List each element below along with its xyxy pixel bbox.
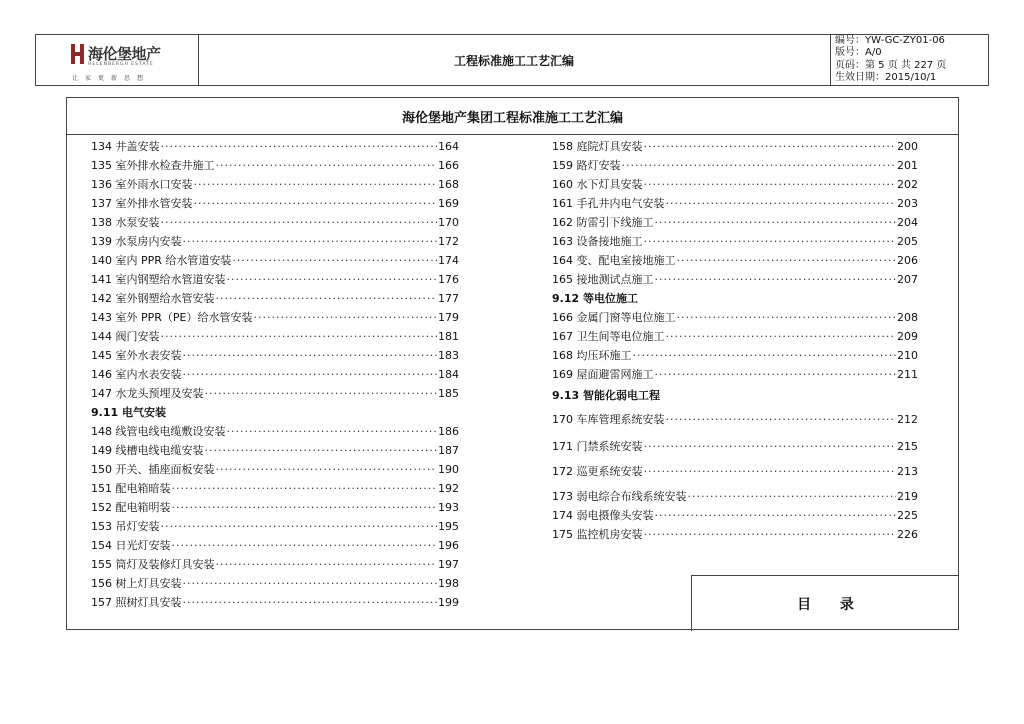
toc-entry-label: 147 水龙头预埋及安装	[91, 387, 204, 400]
toc-section-heading: 9.12 等电位施工	[552, 292, 638, 305]
toc-entry-label: 135 室外排水检查井施工	[91, 159, 215, 172]
toc-leader-dots	[183, 349, 438, 362]
toc-entry-label: 138 水泵安装	[91, 216, 160, 229]
toc-entry-label: 172 巡更系统安装	[552, 465, 643, 478]
toc-entry[interactable]	[91, 518, 459, 534]
toc-leader-dots	[216, 463, 438, 476]
toc-entry[interactable]	[91, 423, 459, 439]
toc-entry[interactable]	[91, 537, 459, 553]
toc-leader-dots	[644, 235, 897, 248]
toc-leader-dots	[194, 178, 438, 191]
toc-entry-page: 202	[897, 178, 918, 191]
toc-entry-label: 146 室内水表安装	[91, 368, 182, 381]
toc-entry-label: 144 阀门安装	[91, 330, 160, 343]
toc-leader-dots	[216, 292, 438, 305]
toc-leader-dots	[216, 159, 438, 172]
toc-leader-dots	[161, 140, 438, 153]
toc-entry[interactable]	[552, 309, 918, 325]
toc-leader-dots	[655, 273, 897, 286]
toc-entry-label: 139 水泵房内安装	[91, 235, 182, 248]
toc-entry[interactable]	[91, 176, 459, 192]
toc-entry-page: 183	[438, 349, 459, 362]
toc-entry[interactable]	[552, 176, 918, 192]
toc-leader-dots	[666, 330, 897, 343]
logo-name: 海伦堡地产	[88, 45, 161, 63]
toc-entry-label: 154 日光灯安装	[91, 539, 171, 552]
document-meta	[831, 35, 993, 85]
toc-entry-page: 208	[897, 311, 918, 324]
toc-entry-page: 181	[438, 330, 459, 343]
meta-version: 版号：A/0	[835, 47, 882, 59]
toc-entry[interactable]	[91, 195, 459, 211]
toc-entry[interactable]	[91, 480, 459, 496]
toc-entry[interactable]	[91, 461, 459, 477]
toc-entry-page: 185	[438, 387, 459, 400]
toc-entry-label: 168 均压环施工	[552, 349, 632, 362]
toc-entry[interactable]	[91, 499, 459, 515]
toc-entry-page: 164	[438, 140, 459, 153]
toc-entry[interactable]	[552, 411, 918, 427]
toc-entry-label: 162 防雷引下线施工	[552, 216, 654, 229]
toc-entry[interactable]	[91, 385, 459, 401]
page-header	[35, 34, 989, 86]
toc-entry[interactable]	[552, 138, 918, 154]
toc-leader-dots	[161, 216, 438, 229]
toc-leader-dots	[666, 413, 897, 426]
toc-entry-label: 166 金属门窗等电位施工	[552, 311, 676, 324]
toc-leader-dots	[183, 577, 438, 590]
toc-entry-page: 174	[438, 254, 459, 267]
toc-leader-dots	[677, 311, 897, 324]
toc-entry-page: 195	[438, 520, 459, 533]
toc-entry-page: 197	[438, 558, 459, 571]
toc-leader-dots	[183, 368, 438, 381]
toc-leader-dots	[644, 178, 897, 191]
toc-entry-page: 207	[897, 273, 918, 286]
toc-entry[interactable]	[91, 214, 459, 230]
toc-entry[interactable]	[552, 328, 918, 344]
toc-entry[interactable]	[91, 157, 459, 173]
toc-leader-dots	[655, 216, 897, 229]
toc-leader-dots	[172, 482, 438, 495]
document-title: 海伦堡地产集团工程标准施工工艺汇编	[67, 98, 958, 135]
toc-entry-page: 219	[897, 490, 918, 503]
toc-entry[interactable]	[91, 575, 459, 591]
toc-entry-label: 171 门禁系统安装	[552, 440, 643, 453]
toc-entry-page: 192	[438, 482, 459, 495]
meta-doc-number: 编号：YW-GC-ZY01-06	[835, 35, 945, 46]
toc-entry[interactable]	[552, 366, 918, 382]
toc-entry-label: 143 室外 PPR（PE）给水管安装	[91, 311, 253, 324]
toc-entry-label: 151 配电箱暗装	[91, 482, 171, 495]
toc-entry[interactable]	[552, 488, 918, 504]
toc-entry-page: 199	[438, 596, 459, 609]
toc-entry-page: 196	[438, 539, 459, 552]
toc-leader-dots	[161, 520, 438, 533]
toc-entry-label: 136 室外雨水口安装	[91, 178, 193, 191]
toc-leader-dots	[655, 368, 897, 381]
toc-entry[interactable]	[552, 157, 918, 173]
toc-entry-page: 187	[438, 444, 459, 457]
toc-leader-dots	[205, 444, 438, 457]
toc-entry-label: 150 开关、插座面板安装	[91, 463, 215, 476]
toc-entry-label: 158 庭院灯具安装	[552, 140, 643, 153]
toc-leader-dots	[161, 330, 438, 343]
toc-leader-dots	[644, 440, 897, 453]
toc-leader-dots	[644, 528, 897, 541]
toc-entry-page: 190	[438, 463, 459, 476]
toc-entry-label: 142 室外钢塑给水管安装	[91, 292, 215, 305]
toc-entry-label: 165 接地测试点施工	[552, 273, 654, 286]
toc-entry[interactable]	[552, 214, 918, 230]
toc-leader-dots	[677, 254, 897, 267]
toc-entry-page: 215	[897, 440, 918, 453]
toc-entry[interactable]	[91, 309, 459, 325]
toc-leader-dots	[688, 490, 897, 503]
toc-entry-page: 209	[897, 330, 918, 343]
toc-leader-dots	[232, 254, 437, 267]
toc-entry-label: 157 照树灯具安装	[91, 596, 182, 609]
toc-entry-page: 166	[438, 159, 459, 172]
meta-page-number: 页码：第 5 页 共 227 页	[835, 59, 947, 71]
toc-entry-label: 149 线槽电线电缆安装	[91, 444, 204, 457]
toc-leader-dots	[644, 465, 897, 478]
toc-entry-label: 175 监控机房安装	[552, 528, 643, 541]
toc-entry-label: 167 卫生间等电位施工	[552, 330, 665, 343]
toc-entry-page: 169	[438, 197, 459, 210]
toc-entry[interactable]	[552, 195, 918, 211]
toc-entry-label: 148 线管电线电缆敷设安装	[91, 425, 226, 438]
logo-slogan: 让家更新思想	[72, 75, 151, 82]
toc-entry[interactable]	[552, 438, 918, 454]
toc-entry-label: 169 屋面避雷网施工	[552, 368, 654, 381]
toc-entry[interactable]	[91, 594, 459, 610]
toc-entry[interactable]	[91, 252, 459, 268]
toc-entry-page: 186	[438, 425, 459, 438]
toc-entry[interactable]	[91, 442, 459, 458]
toc-leader-dots	[655, 509, 897, 522]
meta-effective-date: 生效日期：2015/10/1	[835, 72, 937, 84]
contents-label: 目 录	[691, 575, 959, 631]
toc-entry[interactable]	[552, 526, 918, 542]
toc-entry-label: 145 室外水表安装	[91, 349, 182, 362]
toc-leader-dots	[205, 387, 438, 400]
toc-entry-page: 176	[438, 273, 459, 286]
toc-section-heading: 9.11 电气安装	[91, 406, 166, 419]
toc-entry-label: 163 设备接地施工	[552, 235, 643, 248]
toc-leader-dots	[253, 311, 437, 324]
toc-entry[interactable]	[91, 347, 459, 363]
toc-entry-page: 193	[438, 501, 459, 514]
toc-entry[interactable]	[91, 138, 459, 154]
toc-entry[interactable]	[552, 271, 918, 287]
toc-leader-dots	[633, 349, 897, 362]
toc-entry-page: 201	[897, 159, 918, 172]
toc-entry-label: 152 配电箱明装	[91, 501, 171, 514]
toc-leader-dots	[172, 539, 438, 552]
toc-entry-page: 212	[897, 413, 918, 426]
toc-leader-dots	[172, 501, 438, 514]
toc-entry[interactable]	[552, 252, 918, 268]
toc-entry[interactable]	[91, 271, 459, 287]
toc-leader-dots	[183, 235, 438, 248]
toc-entry-label: 160 水下灯具安装	[552, 178, 643, 191]
toc-entry[interactable]	[552, 347, 918, 363]
toc-entry[interactable]	[552, 507, 918, 523]
toc-leader-dots	[227, 425, 438, 438]
toc-entry-label: 170 车库管理系统安装	[552, 413, 665, 426]
toc-leader-dots	[622, 159, 897, 172]
toc-entry-page: 203	[897, 197, 918, 210]
toc-entry-label: 164 变、配电室接地施工	[552, 254, 676, 267]
toc-entry[interactable]	[552, 463, 918, 479]
toc-entry-label: 137 室外排水管安装	[91, 197, 193, 210]
toc-entry-label: 161 手孔井内电气安装	[552, 197, 665, 210]
toc-entry-page: 177	[438, 292, 459, 305]
toc-entry-label: 173 弱电综合布线系统安装	[552, 490, 687, 503]
toc-entry[interactable]	[91, 233, 459, 249]
toc-entry-page: 200	[897, 140, 918, 153]
toc-entry-page: 172	[438, 235, 459, 248]
toc-entry-label: 159 路灯安装	[552, 159, 621, 172]
logo-cell	[36, 35, 199, 85]
toc-leader-dots	[183, 596, 438, 609]
toc-entry-page: 198	[438, 577, 459, 590]
toc-entry-page: 204	[897, 216, 918, 229]
toc-leader-dots	[216, 558, 438, 571]
toc-entry-label: 141 室内钢塑给水管道安装	[91, 273, 226, 286]
toc-section-heading: 9.13 智能化弱电工程	[552, 389, 660, 402]
toc-entry-page: 211	[897, 368, 918, 381]
toc-entry-page: 179	[438, 311, 459, 324]
toc-entry[interactable]	[91, 556, 459, 572]
toc-entry-page: 206	[897, 254, 918, 267]
toc-entry-page: 225	[897, 509, 918, 522]
toc-entry-page: 168	[438, 178, 459, 191]
toc-entry-label: 156 树上灯具安装	[91, 577, 182, 590]
toc-entry[interactable]	[552, 233, 918, 249]
toc-entry-page: 205	[897, 235, 918, 248]
toc-entry[interactable]	[91, 290, 459, 306]
toc-entry-label: 174 弱电摄像头安装	[552, 509, 654, 522]
logo-english: HELENBERGH ESTATE	[88, 62, 154, 67]
toc-entry-page: 210	[897, 349, 918, 362]
toc-leader-dots	[227, 273, 438, 286]
header-title: 工程标准施工工艺汇编	[198, 35, 831, 85]
toc-leader-dots	[644, 140, 897, 153]
company-logo-icon	[71, 44, 84, 64]
toc-entry[interactable]	[91, 366, 459, 382]
toc-entry-page: 213	[897, 465, 918, 478]
toc-entry-page: 184	[438, 368, 459, 381]
toc-entry-page: 170	[438, 216, 459, 229]
toc-entry-page: 226	[897, 528, 918, 541]
toc-leader-dots	[666, 197, 897, 210]
toc-entry-label: 140 室内 PPR 给水管道安装	[91, 254, 232, 267]
toc-entry-label: 134 井盖安装	[91, 140, 160, 153]
toc-leader-dots	[194, 197, 438, 210]
toc-entry[interactable]	[91, 328, 459, 344]
document-body	[66, 97, 959, 630]
toc-entry-label: 153 吊灯安装	[91, 520, 160, 533]
toc-entry-label: 155 筒灯及装修灯具安装	[91, 558, 215, 571]
